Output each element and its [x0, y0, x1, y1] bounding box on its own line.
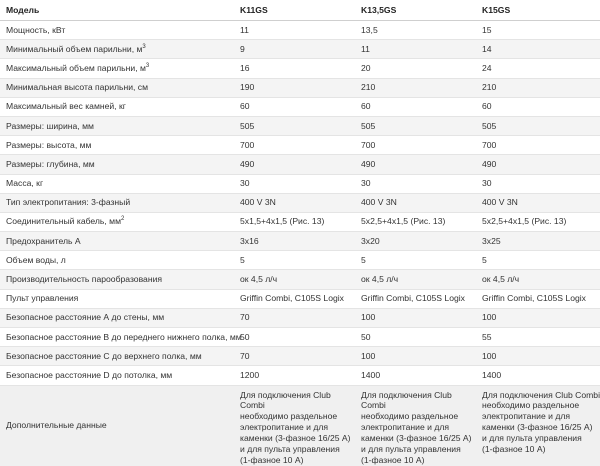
- spec-label: Объем воды, л: [6, 254, 66, 265]
- spec-value: 30: [476, 174, 600, 193]
- notes-line: необходимо раздельное: [361, 411, 459, 422]
- spec-label-cell: [0, 78, 234, 97]
- spec-label-cell: [0, 116, 234, 135]
- spec-label-cell: [0, 251, 234, 270]
- spec-value: 490: [234, 155, 355, 174]
- spec-label-cell: [0, 155, 234, 174]
- spec-row: [0, 232, 600, 251]
- spec-value: 30: [355, 174, 476, 193]
- spec-value: ок 4,5 л/ч: [355, 270, 476, 289]
- spec-label-superscript: 2: [121, 216, 125, 223]
- spec-value: Griffin Combi, C105S Logix: [234, 289, 355, 308]
- spec-label-cell: [0, 40, 234, 59]
- spec-value: 3х16: [234, 232, 355, 251]
- spec-row: [0, 59, 600, 78]
- spec-label-cell: [0, 347, 234, 366]
- spec-label: Размеры: глубина, мм: [6, 158, 95, 169]
- spec-value: 20: [355, 59, 476, 78]
- spec-label: Мощность, кВт: [6, 24, 66, 35]
- spec-label-cell: [0, 193, 234, 212]
- spec-value: 11: [234, 21, 355, 40]
- notes-line: электропитание и для: [361, 422, 449, 433]
- spec-row: [0, 116, 600, 135]
- spec-label-cell: [0, 97, 234, 116]
- spec-value: 60: [234, 97, 355, 116]
- spec-value: 490: [476, 155, 600, 174]
- spec-value: 700: [476, 136, 600, 155]
- spec-value: 50: [234, 328, 355, 347]
- spec-row: [0, 193, 600, 212]
- spec-label-cell: [0, 174, 234, 193]
- spec-row: [0, 289, 600, 308]
- spec-value: 5х1,5+4х1,5 (Рис. 13): [234, 212, 355, 231]
- spec-value: 505: [234, 116, 355, 135]
- spec-value: 16: [234, 59, 355, 78]
- spec-value: 1200: [234, 366, 355, 385]
- spec-row: [0, 308, 600, 327]
- notes-line: и для пульта управления: [361, 444, 461, 455]
- spec-label: Минимальная высота парильни, см: [6, 82, 149, 93]
- spec-value: 210: [355, 78, 476, 97]
- spec-label: Минимальный объем парильни, м: [6, 43, 143, 54]
- spec-label: Соединительный кабель, мм: [6, 216, 122, 227]
- spec-value: 505: [355, 116, 476, 135]
- notes-value: [234, 385, 355, 466]
- spec-body: [0, 21, 600, 466]
- notes-line: электропитание и для: [482, 411, 570, 422]
- spec-value: 1400: [355, 366, 476, 385]
- spec-label: Безопасное расстояние С до верхнего полка, мм: [6, 350, 202, 361]
- header-label: Модель: [0, 0, 234, 21]
- notes-line: (1-фазное 10 А): [482, 444, 546, 455]
- notes-line: (1-фазное 10 А): [240, 455, 304, 465]
- spec-row: [0, 136, 600, 155]
- spec-value: 5: [355, 251, 476, 270]
- spec-value: 700: [234, 136, 355, 155]
- spec-value: 70: [234, 347, 355, 366]
- spec-label-cell: [0, 270, 234, 289]
- spec-row: [0, 155, 600, 174]
- spec-value: 5: [234, 251, 355, 270]
- model-header: K15GS: [476, 0, 600, 21]
- spec-label: Размеры: высота, мм: [6, 139, 92, 150]
- spec-row: [0, 328, 600, 347]
- spec-label-cell: [0, 289, 234, 308]
- notes-line: (1-фазное 10 А): [361, 455, 425, 465]
- spec-value: 9: [234, 40, 355, 59]
- notes-line: Для подключения Club Combi: [482, 389, 600, 400]
- spec-row: [0, 97, 600, 116]
- spec-label: Масса, кг: [6, 178, 44, 189]
- spec-row: [0, 212, 600, 231]
- spec-value: 490: [355, 155, 476, 174]
- spec-row: [0, 174, 600, 193]
- spec-value: 100: [355, 308, 476, 327]
- spec-label: Максимальный вес камней, кг: [6, 101, 126, 112]
- spec-label-superscript: 3: [145, 63, 150, 70]
- spec-value: Griffin Combi, C105S Logix: [355, 289, 476, 308]
- spec-label-cell: [0, 328, 242, 347]
- spec-value: 3х25: [476, 232, 600, 251]
- spec-value: 24: [476, 59, 600, 78]
- spec-value: 15: [476, 21, 600, 40]
- notes-line: необходимо раздельное: [240, 411, 338, 422]
- spec-label: Производительность парообразования: [6, 274, 163, 285]
- spec-label-cell: [0, 366, 234, 385]
- spec-value: 14: [476, 40, 600, 59]
- spec-value: 5: [476, 251, 600, 270]
- spec-value: 1400: [476, 366, 600, 385]
- header-row: [0, 0, 600, 21]
- spec-row: [0, 40, 600, 59]
- notes-line: Для подключения Club Combi: [361, 389, 452, 411]
- spec-value: 5х2,5+4х1,5 (Рис. 13): [476, 212, 600, 231]
- spec-row: [0, 78, 600, 97]
- spec-label-cell: [0, 59, 234, 78]
- spec-value: 13,5: [355, 21, 476, 40]
- spec-label: Максимальный объем парильни, м: [6, 62, 146, 73]
- spec-row: [0, 270, 600, 289]
- spec-label-cell: [0, 136, 234, 155]
- spec-value: 11: [355, 40, 476, 59]
- notes-line: каменки (3-фазное 16/25 А): [361, 433, 472, 444]
- spec-row: [0, 366, 600, 385]
- spec-value: 400 V 3N: [355, 193, 476, 212]
- spec-value: 190: [234, 78, 355, 97]
- model-header: K13,5GS: [355, 0, 476, 21]
- spec-label: Предохранитель А: [6, 235, 81, 246]
- spec-value: 100: [355, 347, 476, 366]
- spec-label: Пульт управления: [6, 293, 79, 304]
- spec-value: 505: [476, 116, 600, 135]
- spec-label: Размеры: ширина, мм: [6, 120, 94, 131]
- spec-label-superscript: 3: [142, 43, 146, 50]
- spec-value: 100: [476, 347, 600, 366]
- spec-label-cell: [0, 308, 234, 327]
- spec-value: 55: [476, 328, 600, 347]
- notes-line: и для пульта управления: [482, 433, 582, 444]
- notes-row: [0, 385, 600, 466]
- spec-value: ок 4,5 л/ч: [476, 270, 600, 289]
- notes-line: необходимо раздельное: [482, 400, 580, 411]
- spec-value: 400 V 3N: [476, 193, 600, 212]
- spec-row: [0, 21, 600, 40]
- notes-line: и для пульта управления: [240, 444, 340, 455]
- spec-row: [0, 347, 600, 366]
- spec-value: 3х20: [355, 232, 476, 251]
- spec-value: 70: [234, 308, 355, 327]
- spec-value: 210: [476, 78, 600, 97]
- spec-value: 30: [234, 174, 355, 193]
- spec-value: 100: [476, 308, 600, 327]
- spec-value: 50: [355, 328, 476, 347]
- spec-value: 400 V 3N: [234, 193, 355, 212]
- spec-value: 60: [476, 97, 600, 116]
- spec-value: 5х2,5+4х1,5 (Рис. 13): [355, 212, 476, 231]
- notes-line: Для подключения Club Combi: [240, 389, 331, 411]
- model-header: K11GS: [234, 0, 355, 21]
- spec-label-cell: [0, 232, 234, 251]
- spec-value: 60: [355, 97, 476, 116]
- spec-label: Тип электропитания: 3-фазный: [6, 197, 131, 208]
- notes-line: каменки (3-фазное 16/25 А): [482, 422, 593, 433]
- notes-value: [355, 385, 476, 466]
- notes-value: [476, 385, 600, 466]
- spec-row: [0, 251, 600, 270]
- spec-label: Безопасное расстояние D до потолка, мм: [6, 369, 173, 380]
- notes-line: электропитание и для: [240, 422, 328, 433]
- notes-label: Дополнительные данные: [0, 385, 234, 466]
- spec-label: Безопасное расстояние А до стены, мм: [6, 312, 165, 323]
- notes-line: каменки (3-фазное 16/25 А): [240, 433, 351, 444]
- spec-value: Griffin Combi, C105S Logix: [476, 289, 600, 308]
- spec-label: Безопасное расстояние В до переднего нижнего полка, мм: [6, 331, 242, 342]
- spec-label-cell: [0, 212, 234, 231]
- spec-label-cell: [0, 21, 234, 40]
- spec-value: 700: [355, 136, 476, 155]
- spec-value: ок 4,5 л/ч: [234, 270, 355, 289]
